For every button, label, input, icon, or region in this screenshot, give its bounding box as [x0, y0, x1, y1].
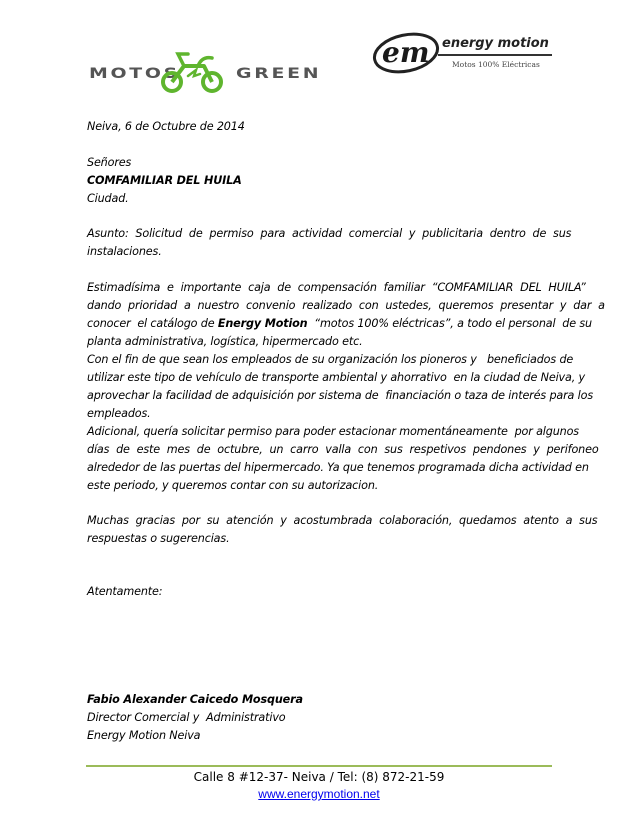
paragraph-1-line-4: planta administrativa, logística, hipermercado etc.: [87, 335, 363, 348]
paragraph-2-line-4: empleados.: [87, 407, 151, 420]
website-link[interactable]: www.energymotion.net: [258, 787, 380, 801]
paragraph-3-line-2: días de este mes de octubre, un carro valla con sus respetivos pendones y perifoneo: [87, 443, 599, 456]
motos-green-logo: [86, 46, 322, 96]
paragraph-1-line-3: [87, 315, 592, 333]
footer-address: Calle 8 #12-37- Neiva / Tel: (8) 872-21-59: [193, 770, 445, 784]
em-monogram-icon: [372, 30, 444, 76]
logo-divider: [438, 54, 552, 56]
signer-company: Energy Motion Neiva: [87, 729, 201, 742]
recipient-city: Ciudad.: [87, 192, 129, 205]
paragraph-2-line-1: Con el fin de que sean los empleados de su organización los pioneros y beneficiados de: [87, 353, 574, 366]
paragraph-3-line-4: este periodo, y queremos contar con su autorizacion.: [87, 479, 379, 492]
paragraph-3-line-3: alrededor de las puertas del hipermercado. Ya que tenemos programada dicha actividad en: [87, 461, 589, 474]
p1-line3-post: “motos 100% eléctricas”, a todo el personal de su: [307, 317, 592, 330]
salutation: Señores: [87, 156, 132, 169]
p1-line3-pre: conocer el catálogo de: [87, 317, 218, 330]
brand-name: energy motion: [442, 36, 549, 51]
subject-line-1: Asunto: Solicitud de permiso para actividad comercial y publicitaria dentro de sus: [87, 227, 572, 240]
signer-title: Director Comercial y Administrativo: [87, 711, 286, 724]
logo-word-green: GREEN: [236, 66, 322, 82]
paragraph-2-line-3: aprovechar la facilidad de adquisición por sistema de financiación o taza de interés para los: [87, 389, 593, 402]
footer-divider: [86, 765, 552, 767]
svg-text:em: em: [382, 36, 430, 69]
paragraph-3-line-1: Adicional, quería solicitar permiso para poder estacionar momentáneamente por algunos: [87, 425, 579, 438]
paragraph-1-line-1: Estimadísima e importante caja de compensación familiar “COMFAMILIAR DEL HUILA”: [87, 281, 586, 294]
energy-motion-logo: [372, 30, 552, 80]
brand-tagline: Motos 100% Eléctricas: [452, 60, 540, 69]
recipient: COMFAMILIAR DEL HUILA: [87, 174, 242, 187]
letter-date: Neiva, 6 de Octubre de 2014: [87, 120, 245, 133]
paragraph-1-line-2: dando prioridad a nuestro convenio realizado con ustedes, queremos presentar y dar a: [87, 299, 605, 312]
paragraph-4-line-2: respuestas o sugerencias.: [87, 532, 230, 545]
brand-mention: Energy Motion: [217, 317, 308, 330]
logo-word-motos: MOTOS: [89, 66, 180, 82]
closing: Atentamente:: [87, 585, 163, 598]
subject-line-2: instalaciones.: [87, 245, 162, 258]
paragraph-4-line-1: Muchas gracias por su atención y acostumbrada colaboración, quedamos atento a sus: [87, 514, 598, 527]
paragraph-2-line-2: utilizar este tipo de vehículo de transporte ambiental y ahorrativo en la ciudad de Neiva, y: [87, 371, 585, 384]
signer-name: Fabio Alexander Caicedo Mosquera: [87, 693, 303, 706]
scooter-icon: [158, 46, 228, 96]
